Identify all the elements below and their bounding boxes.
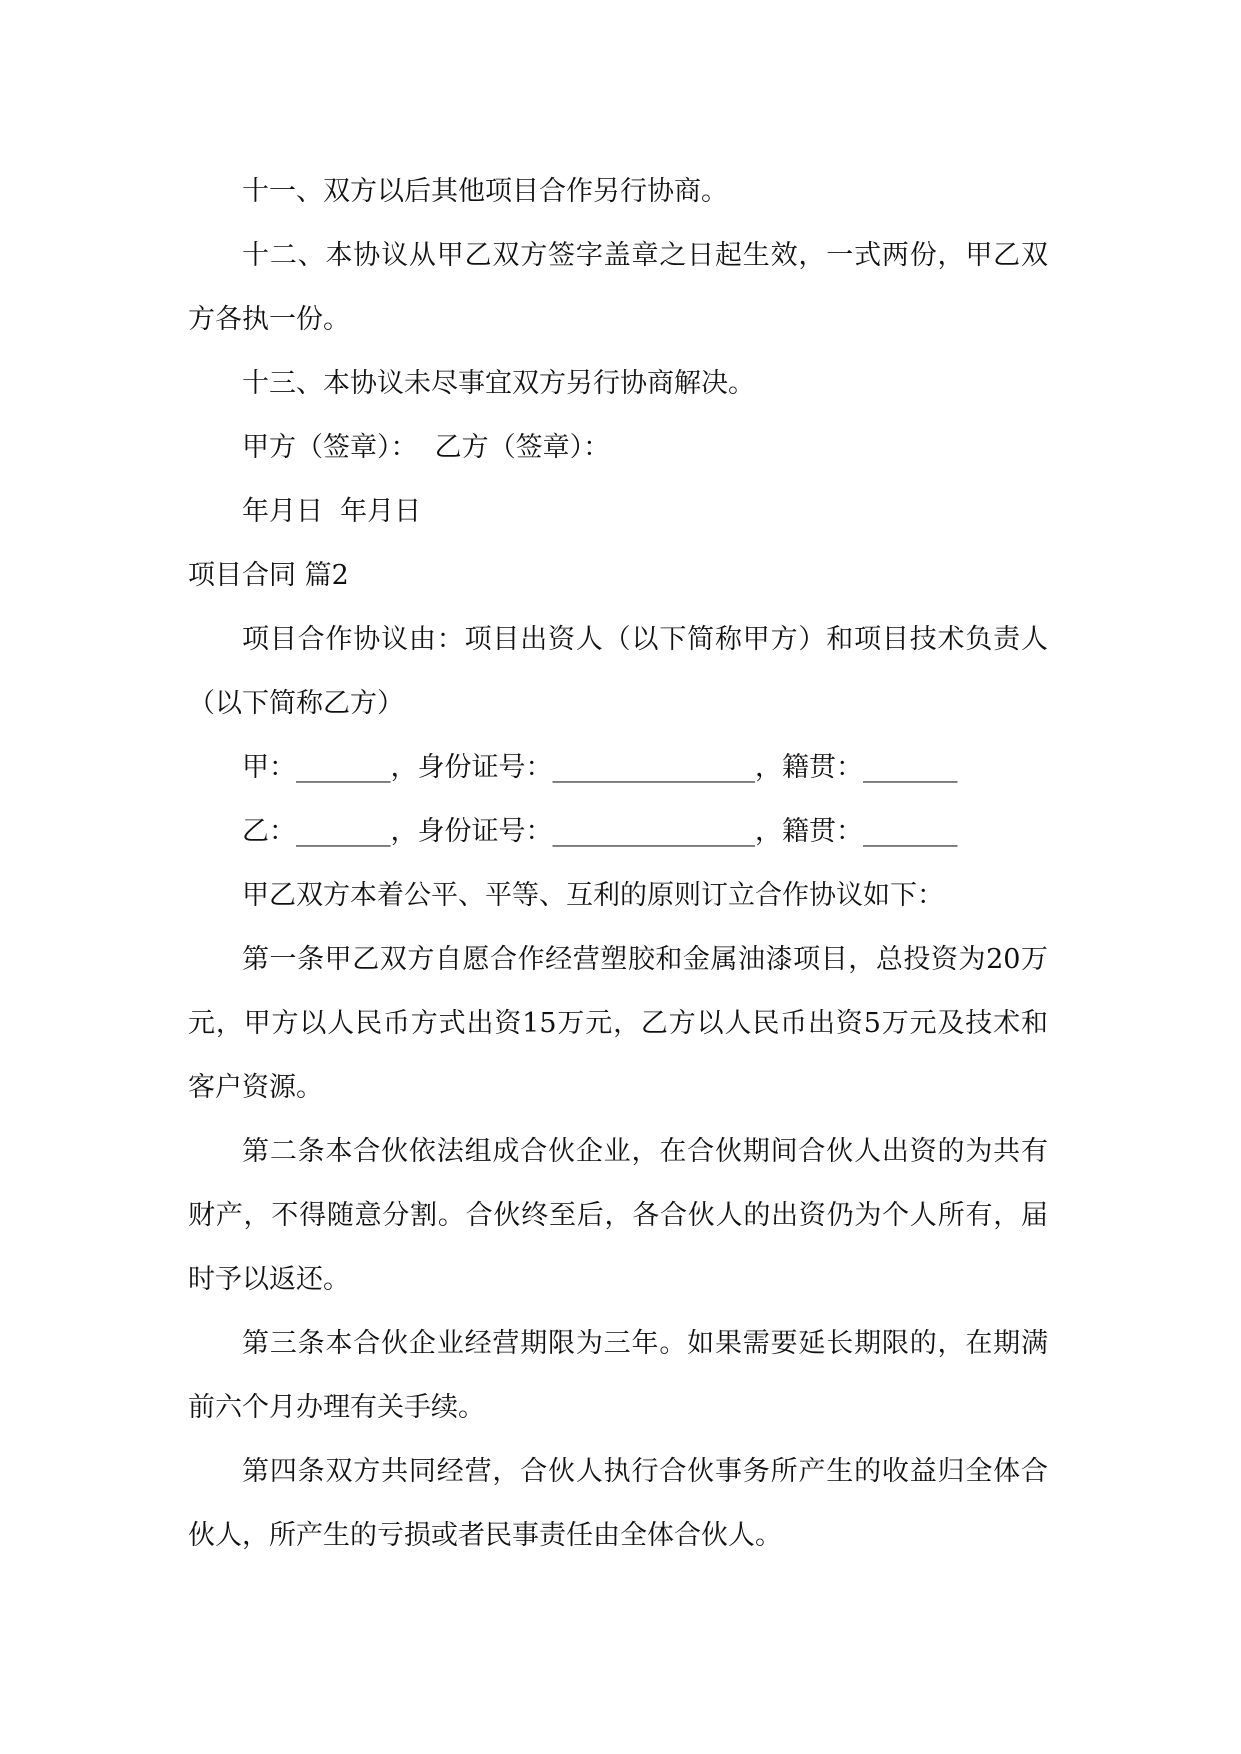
section-heading: 项目合同 篇2 [188, 560, 349, 591]
signature-line: 甲方（签章）： 乙方（签章）： [242, 432, 611, 463]
clause-12: 十二、本协议从甲乙双方签字盖章之日起生效，一式两份，甲乙双方各执一份。 [188, 240, 1048, 335]
agreement-principle: 甲乙双方本着公平、平等、互利的原则订立合作协议如下： [242, 880, 944, 911]
party-b-info: 乙：_______，身份证号：_______________，籍贯：_______ [242, 816, 958, 847]
article-3: 第三条本合伙企业经营期限为三年。如果需要延长期限的，在期满前六个月办理有关手续。 [188, 1328, 1048, 1423]
clause-11: 十一、双方以后其他项目合作另行协商。 [242, 176, 728, 207]
clause-13: 十三、本协议未尽事宜双方另行协商解决。 [242, 368, 755, 399]
date-line: 年月日 年月日 [242, 496, 422, 527]
document-body [188, 160, 1048, 1568]
article-2: 第二条本合伙依法组成合伙企业，在合伙期间合伙人出资的为共有财产，不得随意分割。合伙终至后，各合伙人的出资仍为个人所有，届时予以返还。 [188, 1136, 1048, 1295]
article-4: 第四条双方共同经营，合伙人执行合伙事务所产生的收益归全体合伙人，所产生的亏损或者民事责任由全体合伙人。 [188, 1456, 1048, 1551]
agreement-intro: 项目合作协议由：项目出资人（以下简称甲方）和项目技术负责人（以下简称乙方） [188, 624, 1048, 719]
article-1: 第一条甲乙双方自愿合作经营塑胶和金属油漆项目，总投资为20万元，甲方以人民币方式出资15万元，乙方以人民币出资5万元及技术和客户资源。 [188, 944, 1048, 1103]
party-a-info: 甲：_______，身份证号：_______________，籍贯：_______ [242, 752, 958, 783]
